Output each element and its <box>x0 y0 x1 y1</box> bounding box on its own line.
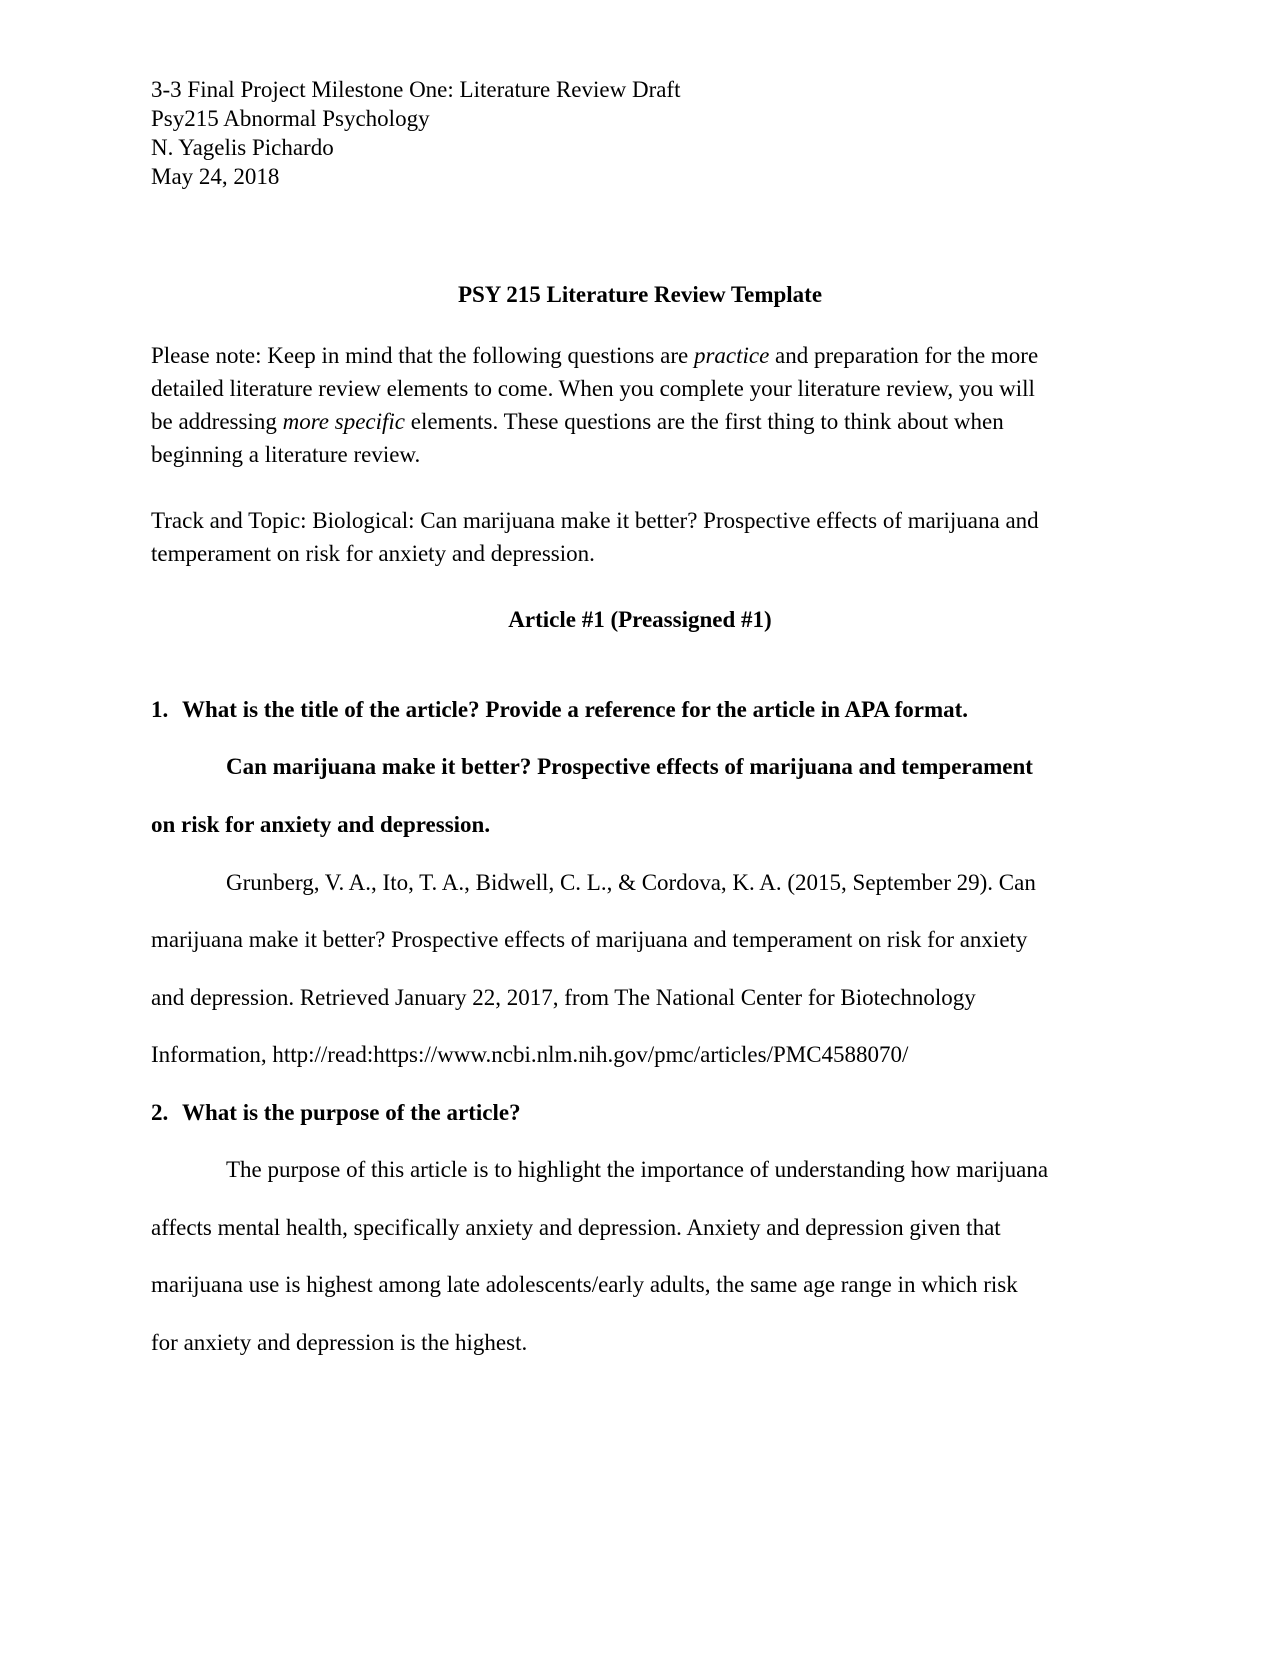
track-line-1: Track and Topic: Biological: Can marijuana make it better? Prospective effects of marijuana and <box>151 508 1039 533</box>
reference-line-4: Information, http://read:https://www.ncbi.nlm.nih.gov/pmc/articles/PMC4588070/ <box>151 1042 909 1067</box>
question-text: What is the purpose of the article? <box>182 1100 521 1125</box>
track-line-2: temperament on risk for anxiety and depression. <box>151 541 595 566</box>
note-line-2: detailed literature review elements to come. When you complete your literature review, you will <box>151 376 1035 401</box>
note-emphasis: practice <box>693 343 770 368</box>
answer-line-3: marijuana use is highest among late adolescents/early adults, the same age range in which risk <box>151 1272 1018 1297</box>
course-name: Psy215 Abnormal Psychology <box>151 106 430 131</box>
note-text: be addressing <box>151 409 283 434</box>
question-text: What is the title of the article? Provide a reference for the article in APA format. <box>182 697 969 722</box>
reference-line-1: Grunberg, V. A., Ito, T. A., Bidwell, C. L., & Cordova, K. A. (2015, September 29). Can <box>226 870 1036 895</box>
question-number: 2. <box>151 1100 169 1125</box>
note-line-3 <box>151 407 1004 436</box>
question-number: 1. <box>151 697 169 722</box>
answer-line-4: for anxiety and depression is the highest. <box>151 1330 528 1355</box>
answer-line-1: The purpose of this article is to highlight the importance of understanding how marijuana <box>226 1157 1049 1182</box>
article-heading: Article #1 (Preassigned #1) <box>508 607 772 632</box>
answer-line-2: affects mental health, specifically anxiety and depression. Anxiety and depression given that <box>151 1215 1001 1240</box>
note-emphasis: more specific <box>282 409 405 434</box>
author-name: N. Yagelis Pichardo <box>151 135 334 160</box>
article-title-line-1: Can marijuana make it better? Prospective effects of marijuana and temperament <box>226 754 1033 779</box>
question-1 <box>151 695 968 724</box>
document-title: PSY 215 Literature Review Template <box>457 282 823 307</box>
note-line-4: beginning a literature review. <box>151 442 421 467</box>
note-text: and preparation for the more <box>769 343 1039 368</box>
assignment-title: 3-3 Final Project Milestone One: Literature Review Draft <box>151 77 681 102</box>
reference-line-3: and depression. Retrieved January 22, 2017, from The National Center for Biotechnology <box>151 985 976 1010</box>
note-line-1 <box>151 341 1038 370</box>
document-date: May 24, 2018 <box>151 164 280 189</box>
article-title-line-2: on risk for anxiety and depression. <box>151 812 491 837</box>
reference-line-2: marijuana make it better? Prospective effects of marijuana and temperament on risk for anxiety <box>151 927 1028 952</box>
question-2 <box>151 1098 521 1127</box>
note-text: elements. These questions are the first thing to think about when <box>405 409 1004 434</box>
note-text: Please note: Keep in mind that the following questions are <box>151 343 694 368</box>
